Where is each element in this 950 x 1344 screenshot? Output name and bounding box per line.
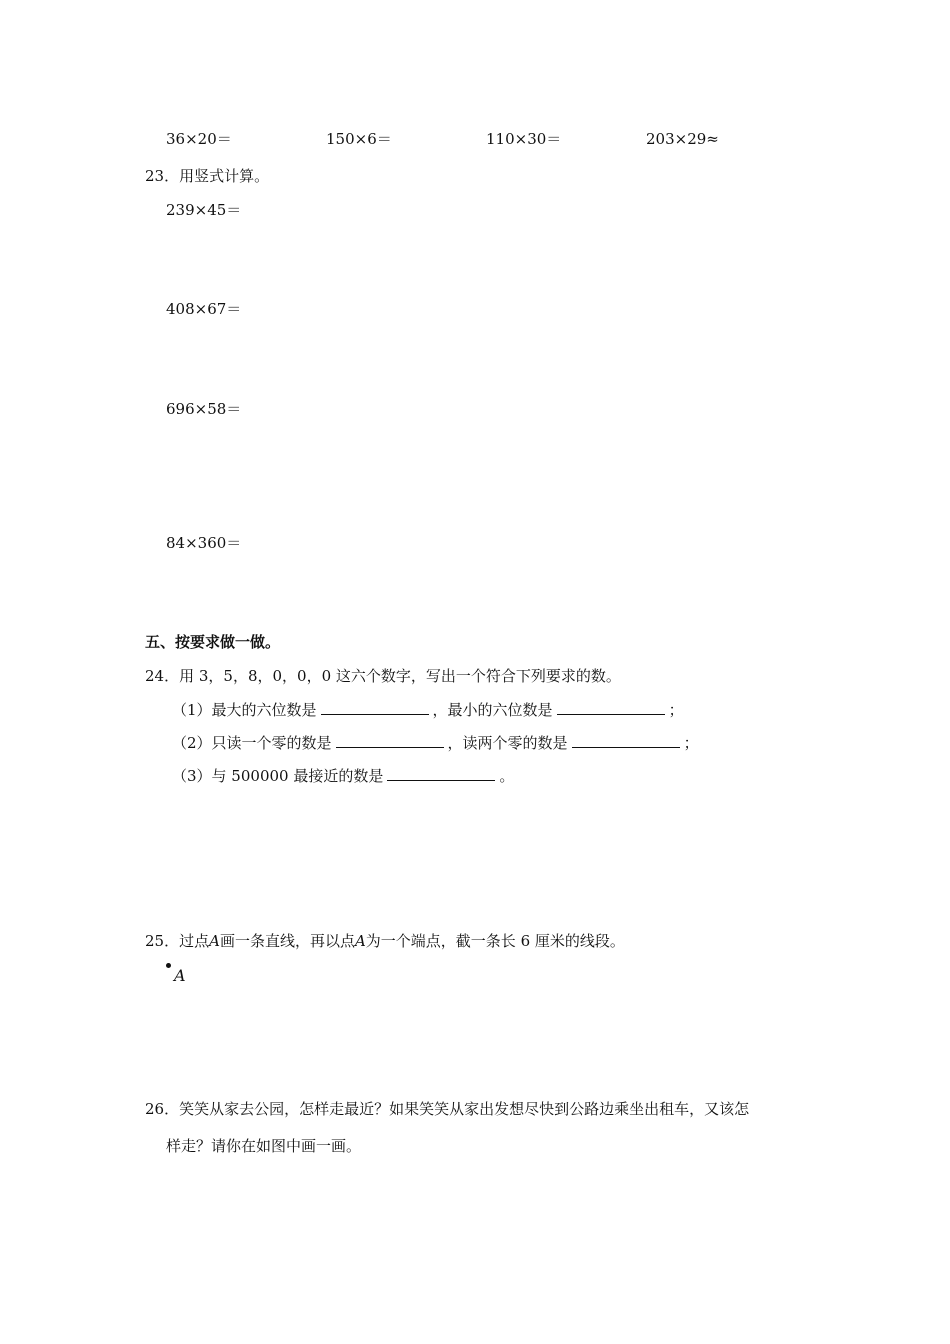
oral-calc-1: 36×20＝ [166,130,232,148]
q25-text-pre: 25．过点 [145,932,210,950]
q24-part-2 [172,734,699,752]
oral-calc-3: 110×30＝ [486,130,562,148]
q24-p2-text-b: ，读两个零的数是 [447,734,568,752]
q25-text-post: 为一个端点，截一条长 6 厘米的线段。 [365,932,625,950]
q25-text [145,932,625,950]
answer-blank-two-zeros[interactable] [572,735,680,748]
oral-calc-4: 203×29≈ [646,130,719,148]
answer-blank-one-zero[interactable] [336,735,444,748]
q24-p2-text-a: （2）只读一个零的数是 [172,734,332,752]
q24-p1-text-a: （1）最大的六位数是 [172,701,317,719]
q25-text-mid: 画一条直线，再以点 [219,932,355,950]
q24-title: 24．用 3，5，8，0，0，0 这六个数字，写出一个符合下列要求的数。 [145,667,621,685]
q24-p3-text-b: 。 [499,767,515,785]
q23-item-4: 84×360＝ [166,534,242,552]
q25-var-a-2: A [354,932,366,950]
q24-p3-text-a: （3）与 500000 最接近的数是 [172,767,384,785]
point-a-label: A [174,966,186,985]
point-a-dot [166,963,171,968]
q24-p2-text-c: ； [683,734,699,752]
answer-blank-smallest[interactable] [557,702,665,715]
q23-item-2: 408×67＝ [166,300,242,318]
q24-part-1 [172,701,684,719]
q23-title: 23．用竖式计算。 [145,167,270,185]
q26-line-2: 样走？请你在如图中画一画。 [166,1137,362,1155]
q24-p1-text-c: ； [668,701,684,719]
oral-calc-2: 150×6＝ [326,130,392,148]
q24-p1-text-b: ，最小的六位数是 [432,701,553,719]
q23-item-1: 239×45＝ [166,201,242,219]
q24-part-3 [172,767,514,785]
q25-var-a-1: A [209,932,220,950]
answer-blank-nearest[interactable] [387,768,495,781]
section-5-title: 五、按要求做一做。 [145,633,281,651]
q26-line-1: 26．笑笑从家去公园，怎样走最近？如果笑笑从家出发想尽快到公路边乘坐出租车，又该怎 [145,1100,750,1118]
q23-item-3: 696×58＝ [166,400,242,418]
answer-blank-largest[interactable] [321,702,429,715]
